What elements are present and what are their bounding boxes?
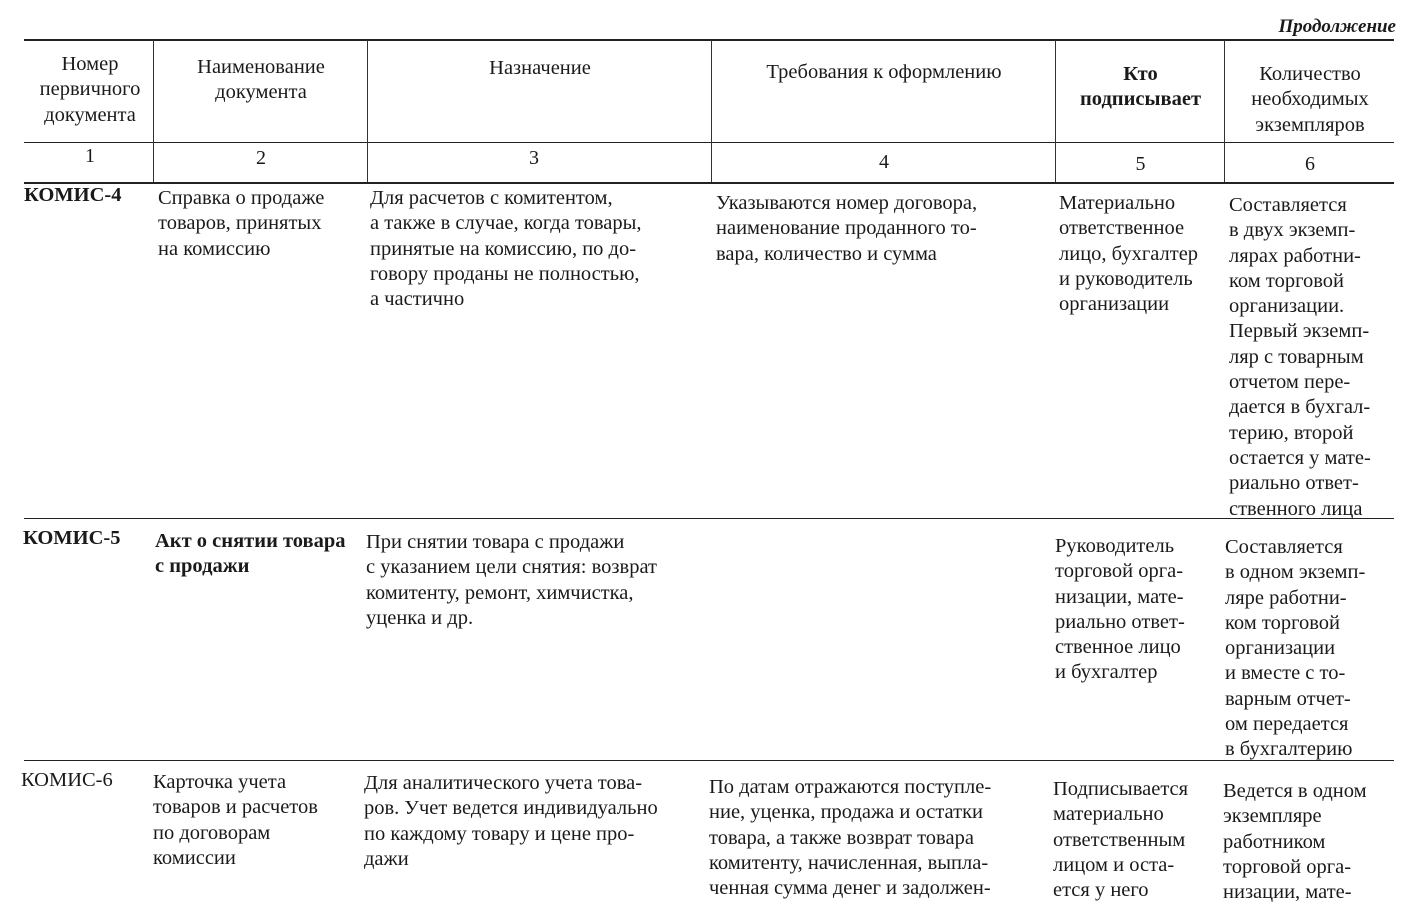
numbers-bottom-rule [24, 182, 1394, 184]
row1-code: КОМИС-4 [24, 184, 122, 206]
row1-signers: Материально ответственное лицо, бухгалтер и руководитель организации [1059, 192, 1199, 316]
row2-purpose: При снятии товара с продажи с указанием цели снятия: возврат комитенту, ремонт, химчистка, уценка и др. [366, 531, 657, 629]
header-divider-2 [367, 40, 368, 182]
header-signers: Кто подписывает [1079, 63, 1202, 111]
table-top-rule [24, 39, 1394, 41]
header-divider-5 [1224, 40, 1225, 182]
continued-label: Продолжение [1278, 16, 1396, 37]
row3-purpose: Для аналитического учета това- ров. Учет ведется индивидуально по каждому товару и цене про- дажи [364, 772, 658, 870]
row1-copies: Составляется в двух экземп- лярах работни- ком торговой организации. Первый экземп- ляр с товарным отчетом пере- дается в бухгал- терию, второй остается у мате- риально ответ- ственного лица [1229, 194, 1371, 520]
row3-signers: Подписывается материально ответственным лицом и оста- ется у него [1053, 778, 1189, 902]
row1-requirements: Указываются номер договора, наименование проданного то- вара, количество и сумма [716, 192, 978, 265]
header-purpose: Назначение [489, 57, 591, 79]
row1-bottom-rule [24, 518, 1394, 519]
row2-copies: Составляется в одном экземп- ляре работни- ком торговой организации и вместе с то- варным отчет- ом передается в бухгалтерию [1225, 536, 1366, 761]
row1-name: Справка о продаже товаров, принятых на комиссию [158, 187, 325, 260]
column-number-2: 2 [256, 147, 266, 169]
row2-bottom-rule [24, 760, 1394, 761]
column-number-3: 3 [529, 147, 539, 169]
header-divider-4 [1055, 40, 1056, 182]
header-bottom-rule [24, 142, 1394, 143]
column-number-5: 5 [1135, 153, 1146, 175]
header-doc-number: Номер первичного документа [39, 53, 141, 126]
header-requirements: Требования к оформлению [766, 61, 1002, 83]
column-number-6: 6 [1305, 153, 1315, 175]
column-number-4: 4 [879, 151, 889, 173]
row1-purpose: Для расчетов с комитентом, а также в случае, когда товары, принятые на комиссию, по до- говору проданы не полностью, а частично [370, 187, 642, 311]
row3-code: КОМИС-6 [21, 769, 113, 791]
column-number-1: 1 [85, 145, 95, 167]
row2-name: Акт о снятии товара с продажи [155, 530, 346, 578]
row3-name: Карточка учета товаров и расчетов по договорам комиссии [153, 771, 318, 869]
header-doc-name: Наименование документа [197, 56, 325, 104]
header-divider-3 [711, 40, 712, 182]
row2-signers: Руководитель торговой орга- низации, мате- риально ответ- ственное лицо и бухгалтер [1055, 535, 1185, 684]
row3-copies: Ведется в одном экземпляре работником торговой орга- низации, мате- [1223, 780, 1367, 904]
header-copies: Количество необходимых экземпляров [1251, 63, 1369, 136]
row2-code: КОМИС-5 [23, 527, 121, 549]
row3-requirements: По датам отражаются поступле- ние, уценка, продажа и остатки товара, а также возврат товара комитенту, начисленная, выпла- ченная сумма денег и задолжен- [709, 776, 992, 900]
